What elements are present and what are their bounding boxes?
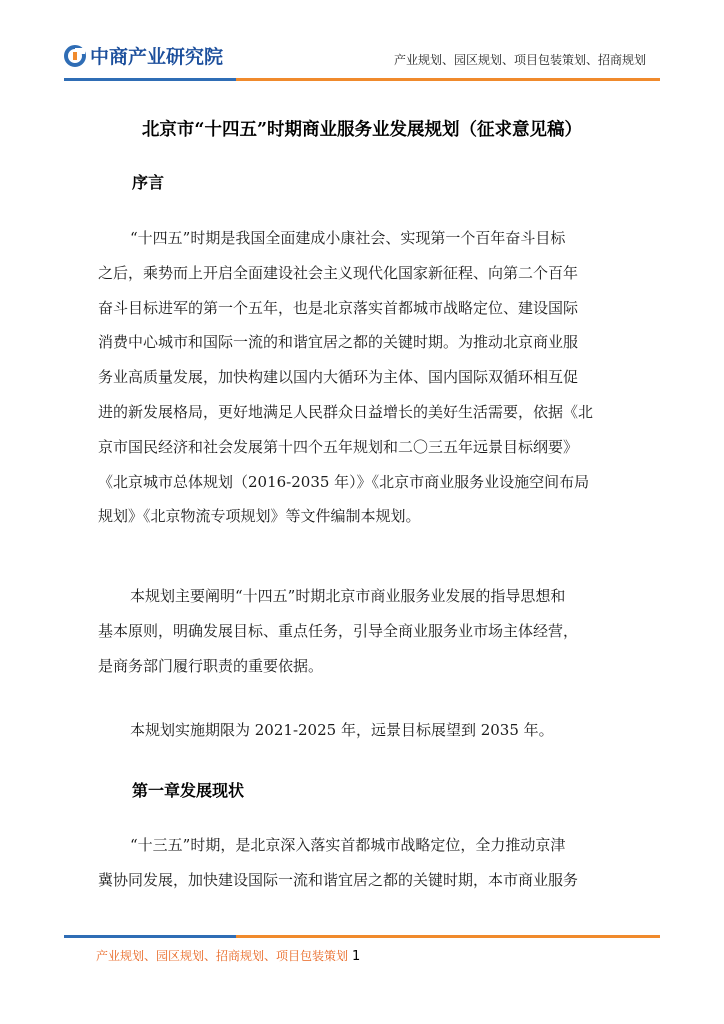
- header-rule-orange: [236, 78, 660, 81]
- logo-text: 中商产业研究院: [90, 46, 224, 68]
- text-line: 奋斗目标进军的第一个五年，也是北京落实首都城市战略定位、建设国际: [98, 298, 579, 317]
- logo-mark-icon: [64, 45, 86, 67]
- text-line: 《北京城市总体规划（2016-2035 年）》《北京市商业服务业设施空间布局: [98, 472, 590, 491]
- page-number: 1: [352, 949, 361, 964]
- footer-text: 产业规划、园区规划、招商规划、项目包装策划: [96, 949, 349, 963]
- chapter-1-heading: 第一章发展现状: [132, 781, 245, 800]
- text-line: 之后，乘势而上开启全面建设社会主义现代化国家新征程、向第二个百年: [98, 263, 579, 282]
- text-line: 消费中心城市和国际一流的和谐宜居之都的关键时期。为推动北京商业服: [98, 333, 579, 352]
- company-logo: [64, 42, 223, 69]
- footer-rule-blue: [64, 935, 236, 938]
- text-line: 基本原则，明确发展目标、重点任务，引导全商业服务业市场主体经营，: [98, 621, 579, 640]
- text-line: 本规划主要阐明“十四五”时期北京市商业服务业发展的指导思想和: [130, 587, 566, 605]
- page-footer: [96, 947, 360, 964]
- paragraph-chapter-1: [98, 828, 646, 898]
- text-line: 冀协同发展，加快建设国际一流和谐宜居之都的关键时期，本市商业服务: [98, 870, 579, 889]
- text-line: 京市国民经济和社会发展第十四个五年规划和二〇三五年远景目标纲要》: [98, 437, 579, 456]
- text-line: 规划》《北京物流专项规划》等文件编制本规划。: [98, 507, 421, 526]
- paragraph-preface-1: [98, 221, 646, 534]
- text-line: 进的新发展格局，更好地满足人民群众日益增长的美好生活需要，依据《北: [98, 402, 594, 421]
- preface-heading: 序言: [132, 173, 165, 192]
- document-title: 北京市“十四五”时期商业服务业发展规划（征求意见稿）: [141, 120, 583, 140]
- page-header: [0, 0, 724, 90]
- footer-rule-orange: [236, 935, 660, 938]
- text-line: 务业高质量发展，加快构建以国内大循环为主体、国内国际双循环相互促: [98, 368, 579, 387]
- text-line: 本规划实施期限为 2021-2025 年，远景目标展望到 2035 年。: [130, 721, 554, 739]
- paragraph-preface-2: [98, 579, 646, 683]
- text-line: “十四五”时期是我国全面建成小康社会、实现第一个百年奋斗目标: [130, 229, 566, 247]
- text-line: 是商务部门履行职责的重要依据。: [98, 656, 324, 675]
- text-line: “十三五”时期，是北京深入落实首都城市战略定位，全力推动京津: [130, 836, 566, 854]
- header-rule-blue: [64, 78, 236, 81]
- paragraph-preface-3: [98, 713, 646, 748]
- header-tagline: 产业规划、园区规划、项目包装策划、招商规划: [393, 53, 646, 67]
